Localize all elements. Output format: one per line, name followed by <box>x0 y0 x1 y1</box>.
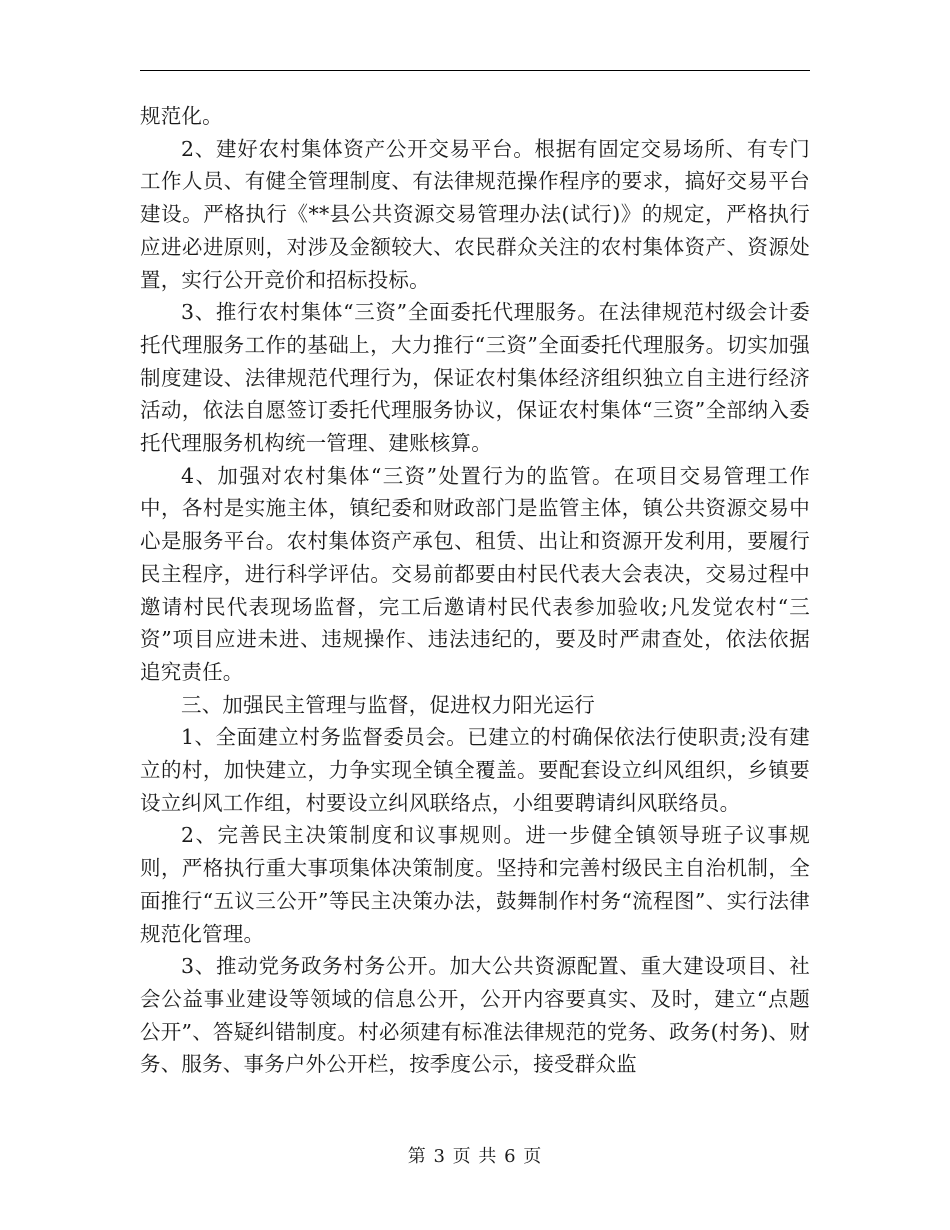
section-heading: 三、加强民主管理与监督，促进权力阳光运行 <box>181 692 595 717</box>
paragraph-1: 2、建好农村集体资产公开交易平台。根据有固定交易场所、有专门工作人员、有健全管理制度、有法律规范操作程序的要求，搞好交易平台建设。严格执行《**县公共资源交易管理办法(试行)》的规定，严格执行应进必进原则，对涉及金额较大、农民群众关注的农村集体资产、资源处置，实行公开竞价和招标投标。 <box>140 136 810 292</box>
document-body <box>140 100 810 1081</box>
paragraph-3: 4、加强对农村集体“三资”处置行为的监管。在项目交易管理工作中，各村是实施主体，镇纪委和财政部门是监管主体，镇公共资源交易中心是服务平台。农村集体资产承包、租赁、出让和资源开发利用，要履行民主程序，进行科学评估。交易前都要由村民代表大会表决，交易过程中邀请村民代表现场监督，完工后邀请村民代表参加验收;凡发觉农村“三资”项目应进未进、违规操作、违法违纪的，要及时严肃查处，依法依据追究责任。 <box>140 463 810 684</box>
header-rule <box>140 70 810 71</box>
paragraph-0: 规范化。 <box>140 104 223 128</box>
paragraph-6: 2、完善民主决策制度和议事规则。进一步健全镇领导班子议事规则，严格执行重大事项集体决策制度。坚持和完善村级民主自治机制，全面推行“五议三公开”等民主决策办法，鼓舞制作村务“流程图”、实行法律规范化管理。 <box>140 823 810 946</box>
page-number: 第 3 页 共 6 页 <box>407 1146 543 1167</box>
paragraph-7: 3、推动党务政务村务公开。加大公共资源配置、重大建设项目、社会公益事业建设等领域的信息公开，公开内容要真实、及时，建立“点题公开”、答疑纠错制度。村必须建有标准法律规范的党务、政务(村务)、财务、服务、事务户外公开栏，按季度公示，接受群众监 <box>140 954 810 1077</box>
paragraph-5: 1、全面建立村务监督委员会。已建立的村确保依法行使职责;没有建立的村，加快建立，力争实现全镇全覆盖。要配套设立纠风组织，乡镇要设立纠风工作组，村要设立纠风联络点，小组要聘请纠风联络员。 <box>140 725 810 815</box>
paragraph-2: 3、推行农村集体“三资”全面委托代理服务。在法律规范村级会计委托代理服务工作的基础上，大力推行“三资”全面委托代理服务。切实加强制度建设、法律规范代理行为，保证农村集体经济组织独立自主进行经济活动，依法自愿签订委托代理服务协议，保证农村集体“三资”全部纳入委托代理服务机构统一管理、建账核算。 <box>140 300 810 456</box>
